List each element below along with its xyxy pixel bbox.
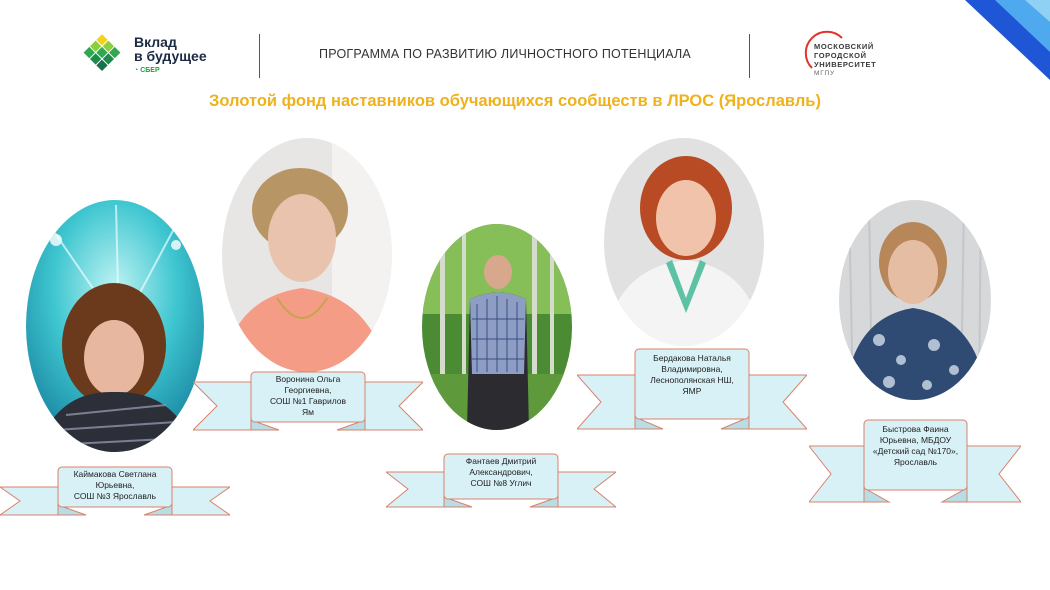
mgpu-line1: МОСКОВСКИЙ	[814, 42, 874, 51]
mentor-4-line2: Владимировна,	[661, 364, 723, 374]
mentor-photo-1	[26, 200, 204, 452]
mentor-photo-5	[839, 200, 991, 400]
mentor-photo-2	[222, 138, 392, 372]
mentor-5-line3: «Детский сад №170»,	[872, 446, 959, 456]
mentor-banner-4	[577, 347, 807, 431]
mentor-5-line1: Быстрова Фаина	[882, 424, 949, 434]
mentor-banner-2	[193, 370, 423, 432]
mentor-1-line2: Юрьевна,	[95, 480, 135, 490]
vklad-v-budushchee-logo	[76, 32, 236, 80]
diamond-grid-icon	[76, 32, 128, 76]
mentor-1-line1: Каймакова Светлана	[73, 469, 157, 479]
mentor-4-line1: Бердакова Наталья	[653, 353, 731, 363]
mentor-photo-3	[422, 224, 572, 430]
mentor-5-line2: Юрьевна, МБДОУ	[879, 435, 952, 445]
mentor-2-line3: СОШ №1 Гаврилов	[269, 396, 347, 406]
mentor-photo-4	[604, 138, 764, 346]
header-divider-left	[259, 34, 260, 78]
mentor-banner-1	[0, 465, 230, 523]
mentor-2-line4: Ям	[302, 407, 314, 417]
header-divider-right	[749, 34, 750, 78]
mentor-banner-5	[809, 418, 1021, 504]
mentor-3-line1: Фантаев Дмитрий	[465, 456, 537, 466]
mentor-1-line3: СОШ №3 Ярославль	[73, 491, 157, 501]
program-title: ПРОГРАММА ПО РАЗВИТИЮ ЛИЧНОСТНОГО ПОТЕНЦИАЛА	[319, 47, 691, 61]
mentor-3-line3: СОШ №8 Углич	[470, 478, 532, 488]
mentor-3-line2: Александрович,	[469, 467, 533, 477]
mgpu-line3: УНИВЕРСИТЕТ	[814, 60, 877, 69]
slide-title: Золотой фонд наставников обучающихся сообществ в ЛРОС (Ярославль)	[209, 92, 821, 110]
mgpu-abbr: МГПУ	[814, 70, 835, 77]
mgpu-logo	[800, 28, 910, 78]
mentor-banner-3	[386, 452, 616, 510]
mentor-4-line4: ЯМР	[682, 386, 702, 396]
sber-label: ◔ СБЕР	[134, 67, 160, 74]
logo-text-line1: Вклад	[134, 34, 177, 50]
mentor-2-line1: Воронина Ольга	[275, 374, 341, 384]
logo-text-line2: в будущее	[134, 48, 207, 64]
mgpu-line2: ГОРОДСКОЙ	[814, 51, 867, 60]
corner-decoration	[965, 0, 1050, 80]
mentor-2-line2: Георгиевна,	[284, 385, 332, 395]
mentor-4-line3: Леснополянская НШ,	[650, 375, 734, 385]
mentor-5-line4: Ярославль	[893, 457, 938, 467]
